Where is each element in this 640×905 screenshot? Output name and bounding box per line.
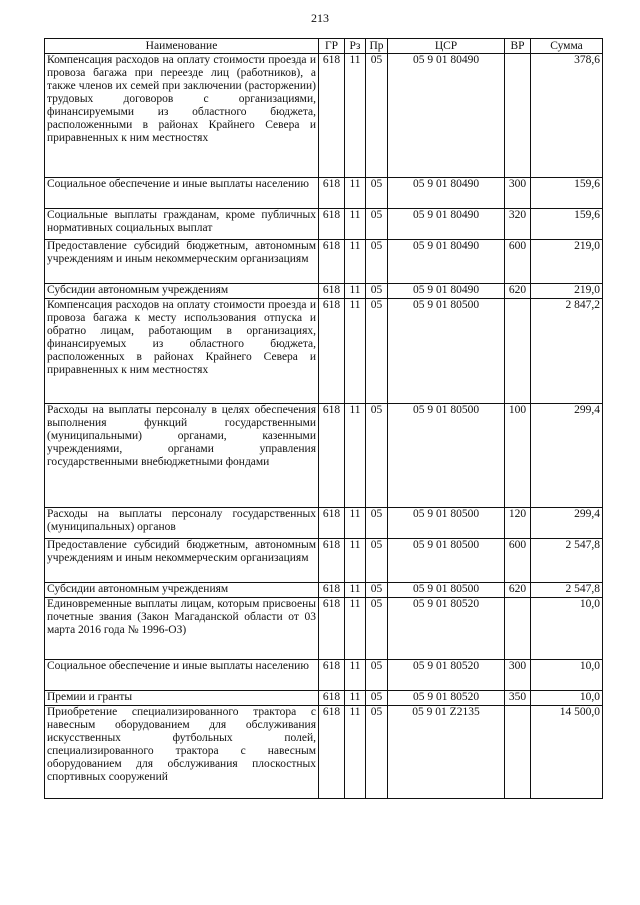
- row-rz: 11: [345, 404, 366, 508]
- row-gr: 618: [319, 284, 345, 299]
- row-sum: 10,0: [531, 691, 603, 706]
- row-gr: 618: [319, 178, 345, 209]
- row-sum: 219,0: [531, 284, 603, 299]
- row-sum: 10,0: [531, 660, 603, 691]
- table-row: [45, 598, 603, 660]
- table-row: [45, 54, 603, 178]
- page-number: 213: [311, 11, 329, 25]
- row-csr: 05 9 01 80490: [388, 284, 505, 299]
- table-row: [45, 240, 603, 284]
- row-csr: 05 9 01 80500: [388, 583, 505, 598]
- budget-table: [44, 38, 603, 799]
- table-row: [45, 508, 603, 539]
- row-csr: 05 9 01 80520: [388, 691, 505, 706]
- row-pr: 05: [366, 508, 388, 539]
- row-rz: 11: [345, 598, 366, 660]
- row-pr: 05: [366, 660, 388, 691]
- table-row: [45, 691, 603, 706]
- row-pr: 05: [366, 299, 388, 404]
- row-pr: 05: [366, 284, 388, 299]
- row-vr: 300: [505, 660, 531, 691]
- row-vr: 320: [505, 209, 531, 240]
- row-csr: 05 9 01 80490: [388, 240, 505, 284]
- row-name: Премии и гранты: [45, 691, 319, 706]
- row-name: Компенсация расходов на оплату стоимости проезда и провоза багажа к месту использования отпуска и обратно лицам, работающим в организациях, финансируемых из областного бюджета, расположенных в районах Крайнего Севера и приравненных к ним местностях: [45, 299, 319, 404]
- row-rz: 11: [345, 691, 366, 706]
- row-pr: 05: [366, 209, 388, 240]
- row-name: Предоставление субсидий бюджетным, автономным учреждениям и иным некоммерческим организациям: [45, 539, 319, 583]
- row-rz: 11: [345, 178, 366, 209]
- row-sum: 2 547,8: [531, 583, 603, 598]
- row-vr: 350: [505, 691, 531, 706]
- row-sum: 219,0: [531, 240, 603, 284]
- row-vr: [505, 299, 531, 404]
- row-csr: 05 9 01 80500: [388, 404, 505, 508]
- row-vr: [505, 54, 531, 178]
- row-vr: 600: [505, 539, 531, 583]
- row-csr: 05 9 01 Z2135: [388, 706, 505, 799]
- row-csr: 05 9 01 80500: [388, 508, 505, 539]
- table-row: [45, 583, 603, 598]
- row-gr: 618: [319, 508, 345, 539]
- row-name: Предоставление субсидий бюджетным, автономным учреждениям и иным некоммерческим организациям: [45, 240, 319, 284]
- header-csr: ЦСР: [388, 39, 505, 54]
- row-rz: 11: [345, 583, 366, 598]
- row-csr: 05 9 01 80500: [388, 299, 505, 404]
- row-name: Социальное обеспечение и иные выплаты населению: [45, 178, 319, 209]
- row-gr: 618: [319, 299, 345, 404]
- row-csr: 05 9 01 80490: [388, 54, 505, 178]
- row-rz: 11: [345, 299, 366, 404]
- table-row: [45, 706, 603, 799]
- row-vr: 600: [505, 240, 531, 284]
- row-gr: 618: [319, 539, 345, 583]
- row-sum: 2 847,2: [531, 299, 603, 404]
- row-rz: 11: [345, 240, 366, 284]
- row-name: Единовременные выплаты лицам, которым присвоены почетные звания (Закон Магаданской области от 03 марта 2016 года № 1996-ОЗ): [45, 598, 319, 660]
- header-pr: Пр: [366, 39, 388, 54]
- row-sum: 10,0: [531, 598, 603, 660]
- table-row: [45, 660, 603, 691]
- row-vr: [505, 598, 531, 660]
- table-row: [45, 178, 603, 209]
- row-gr: 618: [319, 240, 345, 284]
- row-gr: 618: [319, 706, 345, 799]
- table-body: [45, 54, 603, 799]
- row-rz: 11: [345, 539, 366, 583]
- row-vr: 100: [505, 404, 531, 508]
- table-header-row: [45, 39, 603, 54]
- row-pr: 05: [366, 539, 388, 583]
- row-sum: 299,4: [531, 508, 603, 539]
- row-name: Компенсация расходов на оплату стоимости проезда и провоза багажа при переезде лиц (работников), а также членов их семей при заключении (расторжении) трудовых договоров с организациями, финансируемыми из областного бюджета, расположенными в районах Крайнего Севера и приравненных к ним местностях: [45, 54, 319, 178]
- row-csr: 05 9 01 80520: [388, 598, 505, 660]
- row-rz: 11: [345, 508, 366, 539]
- row-pr: 05: [366, 691, 388, 706]
- row-sum: 2 547,8: [531, 539, 603, 583]
- header-vr: ВР: [505, 39, 531, 54]
- row-vr: 620: [505, 583, 531, 598]
- row-vr: 300: [505, 178, 531, 209]
- header-gr: ГР: [319, 39, 345, 54]
- row-name: Субсидии автономным учреждениям: [45, 284, 319, 299]
- row-pr: 05: [366, 598, 388, 660]
- row-gr: 618: [319, 54, 345, 178]
- row-csr: 05 9 01 80520: [388, 660, 505, 691]
- row-vr: 120: [505, 508, 531, 539]
- row-sum: 159,6: [531, 178, 603, 209]
- row-name: Субсидии автономным учреждениям: [45, 583, 319, 598]
- row-sum: 14 500,0: [531, 706, 603, 799]
- row-gr: 618: [319, 404, 345, 508]
- row-rz: 11: [345, 54, 366, 178]
- row-pr: 05: [366, 178, 388, 209]
- row-gr: 618: [319, 583, 345, 598]
- header-rz: Рз: [345, 39, 366, 54]
- row-rz: 11: [345, 660, 366, 691]
- row-gr: 618: [319, 209, 345, 240]
- row-sum: 378,6: [531, 54, 603, 178]
- row-gr: 618: [319, 691, 345, 706]
- row-pr: 05: [366, 583, 388, 598]
- row-pr: 05: [366, 404, 388, 508]
- row-gr: 618: [319, 660, 345, 691]
- row-rz: 11: [345, 706, 366, 799]
- row-name: Социальные выплаты гражданам, кроме публичных нормативных социальных выплат: [45, 209, 319, 240]
- row-name: Расходы на выплаты персоналу в целях обеспечения выполнения функций государственными (муниципальными) органами, казенными учреждениями, органами управления государственными внебюджетными фондами: [45, 404, 319, 508]
- header-sum: Сумма: [531, 39, 603, 54]
- row-csr: 05 9 01 80500: [388, 539, 505, 583]
- row-pr: 05: [366, 240, 388, 284]
- row-vr: [505, 706, 531, 799]
- row-sum: 299,4: [531, 404, 603, 508]
- table-row: [45, 539, 603, 583]
- row-name: Социальное обеспечение и иные выплаты населению: [45, 660, 319, 691]
- row-pr: 05: [366, 54, 388, 178]
- row-gr: 618: [319, 598, 345, 660]
- row-csr: 05 9 01 80490: [388, 178, 505, 209]
- row-vr: 620: [505, 284, 531, 299]
- header-name: Наименование: [45, 39, 319, 54]
- row-sum: 159,6: [531, 209, 603, 240]
- table-row: [45, 404, 603, 508]
- row-rz: 11: [345, 209, 366, 240]
- table-row: [45, 209, 603, 240]
- row-pr: 05: [366, 706, 388, 799]
- row-rz: 11: [345, 284, 366, 299]
- table-row: [45, 299, 603, 404]
- row-csr: 05 9 01 80490: [388, 209, 505, 240]
- table-row: [45, 284, 603, 299]
- row-name: Приобретение специализированного трактора с навесным оборудованием для обслуживания искусственных футбольных полей, специализированного трактора с навесным оборудованием для обслуживания плоскостных спортивных сооружений: [45, 706, 319, 799]
- row-name: Расходы на выплаты персоналу государственных (муниципальных) органов: [45, 508, 319, 539]
